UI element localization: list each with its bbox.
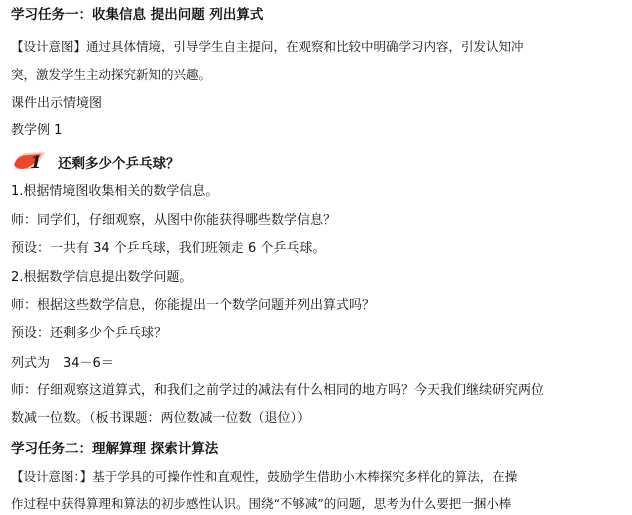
step-2: 2.根据数学信息提出数学问题。	[11, 270, 193, 285]
courseware-note: 课件出示情境图	[11, 96, 103, 111]
preset-answer-1: 预设：一共有 34 个乒乓球，我们班领走 6 个乒乓球。	[11, 241, 326, 256]
task1-heading: 学习任务一：收集信息 提出问题 列出算式	[11, 7, 264, 23]
badge-number: 1	[30, 153, 42, 173]
step-1: 1.根据情境图收集相关的数学信息。	[11, 184, 219, 199]
design-intent-2-line-b: 作过程中获得算理和算法的初步感性认识。围绕“不够减”的问题，思考为什么要把一捆小棒	[11, 496, 512, 511]
teacher-prompt-2: 师：根据这些数学信息，你能提出一个数学问题并列出算式吗？	[11, 298, 376, 313]
example-number-badge	[11, 149, 49, 173]
teacher-prompt-1: 师：同学们，仔细观察，从图中你能获得哪些数学信息？	[11, 213, 337, 228]
example-badge-icon	[11, 149, 49, 173]
teacher-prompt-3-line-b: 数减一位数。（板书课题：两位数减一位数（退位））	[11, 411, 311, 426]
design-intent-1-line-b: 突，激发学生主动探究新知的兴趣。	[11, 67, 212, 82]
preset-answer-2: 预设：还剩多少个乒乓球？	[11, 326, 168, 341]
example-label: 教学例 1	[11, 123, 63, 138]
task2-heading: 学习任务二：理解算理 探索计算法	[11, 441, 219, 457]
example-question: 还剩多少个乒乓球？	[58, 156, 180, 172]
design-intent-2-line-a: 【设计意图：】基于学具的可操作性和直观性，鼓励学生借助小木棒探究多样化的算法，在操	[11, 469, 518, 484]
design-intent-1-line-a: 【设计意图】通过具体情境，引导学生自主提问，在观察和比较中明确学习内容，引发认知冲	[11, 39, 524, 54]
formula-line: 列式为 34－6＝	[11, 356, 114, 371]
teacher-prompt-3-line-a: 师：仔细观察这道算式，和我们之前学过的减法有什么相同的地方吗？今天我们继续研究两位	[11, 383, 545, 398]
